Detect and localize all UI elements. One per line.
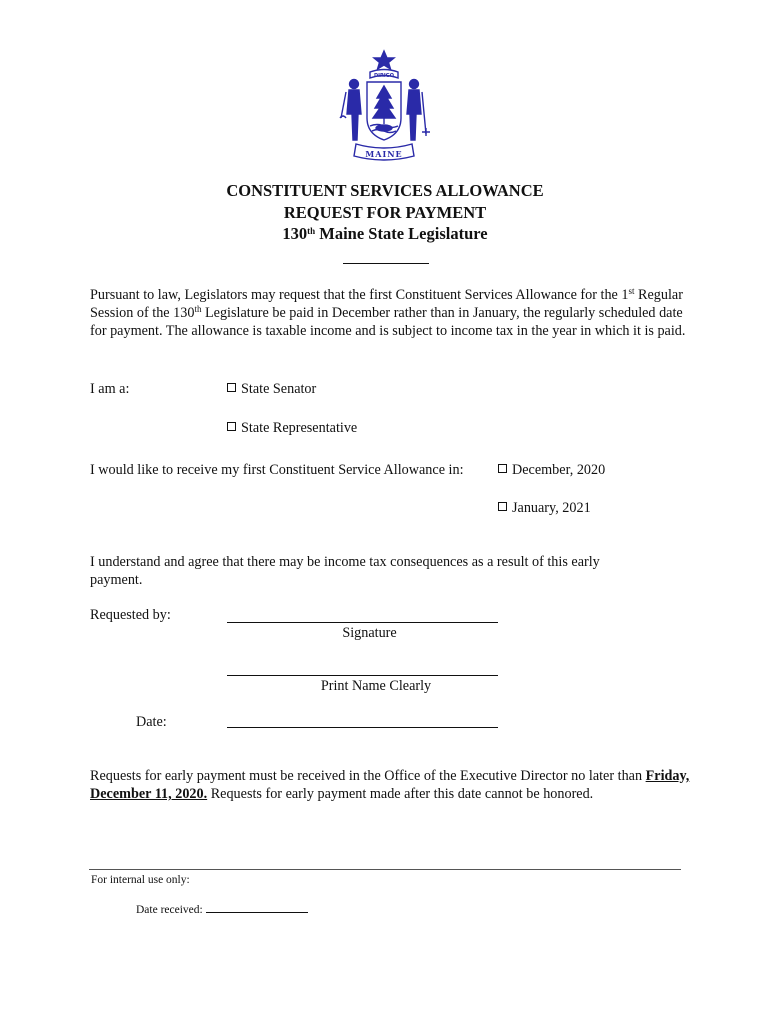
deadline-date: Friday, December 11, 2020. [90, 768, 690, 802]
date-received-field: Date received: [136, 903, 308, 916]
role-label: I am a: [90, 381, 130, 397]
option-state-senator[interactable]: State Senator [227, 381, 316, 398]
option-state-representative[interactable]: State Representative [227, 420, 357, 437]
footer-divider [89, 869, 681, 870]
checkbox-icon[interactable] [498, 502, 507, 511]
timing-label: I would like to receive my first Constituent Service Allowance in: [90, 462, 464, 478]
print-name-line[interactable] [227, 675, 498, 676]
acknowledgement-text: I understand and agree that there may be income tax consequences as a result of this early payment. [90, 554, 600, 588]
option-january-2021[interactable]: January, 2021 [498, 500, 591, 517]
date-label: Date: [136, 714, 167, 730]
checkbox-icon[interactable] [227, 422, 236, 431]
signature-caption: Signature [342, 625, 397, 641]
date-line[interactable] [227, 727, 498, 728]
seal-sailor-figure [407, 90, 421, 140]
intro-paragraph: Pursuant to law, Legislators may request that the first Constituent Services Allowance for the 1st Regular Session of the 130th Legislature be paid in December rather than in January, the regularly scheduled date for payment. The allowance is taxable income and is subject to income tax in the year in which it is paid. [90, 286, 686, 339]
requested-by-label: Requested by: [90, 607, 171, 623]
seal-banner-text: MAINE [365, 149, 403, 159]
deadline-paragraph: Requests for early payment must be received in the Office of the Executive Director no later than Friday, December 11, 2020. Requests for early payment made after this date cannot be honored. [90, 768, 690, 802]
seal-star [374, 51, 394, 69]
checkbox-icon[interactable] [498, 464, 507, 473]
form-subtitle: REQUEST FOR PAYMENT [283, 203, 487, 222]
internal-use-label: For internal use only: [91, 874, 190, 886]
maine-state-seal [334, 48, 434, 164]
seal-motto: DIRIGO [373, 73, 395, 79]
date-received-line[interactable] [206, 903, 308, 913]
form-title: CONSTITUENT SERVICES ALLOWANCE [226, 181, 544, 200]
seal-moose [376, 125, 392, 131]
signature-line[interactable] [227, 622, 498, 623]
option-december-2020[interactable]: December, 2020 [498, 462, 605, 479]
legislature-title: 130th Maine State Legislature [282, 224, 488, 243]
checkbox-icon[interactable] [227, 383, 236, 392]
seal-farmer-figure [347, 90, 361, 140]
title-divider [343, 263, 429, 264]
print-name-caption: Print Name Clearly [320, 678, 432, 694]
